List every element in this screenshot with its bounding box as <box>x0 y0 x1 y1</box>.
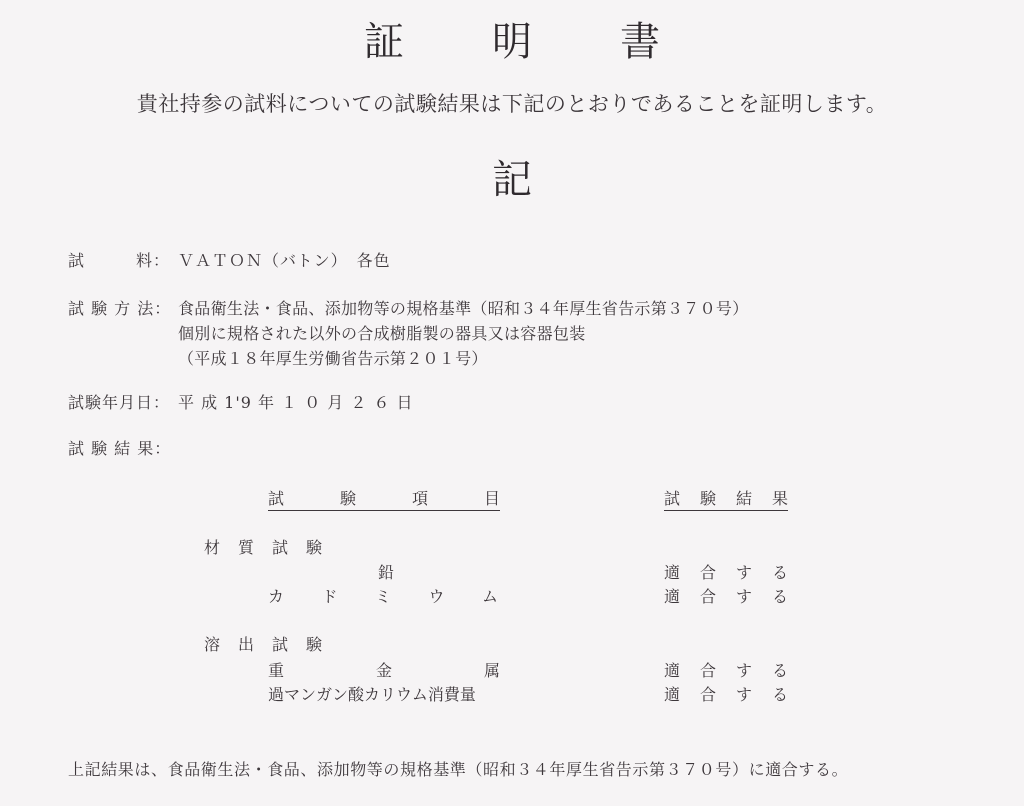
group-material-test: 材 質 試 験 <box>204 538 324 557</box>
method-label: 試 験 方 法： <box>68 299 172 318</box>
result-cadmium: 適 合 す る <box>664 587 788 606</box>
method-line-3: （平成１８年厚生労働省告示第２０１号） <box>178 349 488 368</box>
document-title: 証 明 書 <box>364 19 684 65</box>
sample-label: 試 料： <box>68 251 171 270</box>
certification-statement: 貴社持参の試料についての試験結果は下記のとおりであることを証明します。 <box>136 92 888 116</box>
test-date-value: 平 成 1'9 年 １ ０ 月 ２ ６ 日 <box>178 393 414 412</box>
item-heavy-metals: 重 金 属 <box>268 661 500 680</box>
header-test-item: 試 験 項 目 <box>268 486 500 511</box>
record-heading: 記 <box>492 157 532 203</box>
method-line-2: 個別に規格された以外の合成樹脂製の器具又は容器包装 <box>178 324 586 343</box>
test-results-label: 試 験 結 果： <box>68 439 172 458</box>
result-permanganate-consumption: 適 合 す る <box>664 685 788 704</box>
item-cadmium: カ ド ミ ウ ム <box>268 587 498 606</box>
result-heavy-metals: 適 合 す る <box>664 661 788 680</box>
conclusion-statement: 上記結果は、食品衛生法・食品、添加物等の規格基準（昭和３４年厚生省告示第３７０号）に適合する。 <box>68 760 849 779</box>
test-date-label: 試験年月日： <box>68 393 171 412</box>
result-lead: 適 合 す る <box>664 563 788 582</box>
item-permanganate-consumption: 過マンガン酸カリウム消費量 <box>268 685 476 704</box>
header-test-result: 試 験 結 果 <box>664 486 788 511</box>
item-lead: 鉛 <box>378 563 395 582</box>
group-elution-test: 溶 出 試 験 <box>204 635 324 654</box>
method-line-1: 食品衛生法・食品、添加物等の規格基準（昭和３４年厚生省告示第３７０号） <box>178 299 749 318</box>
sample-value: ＶＡＴＯＮ（バトン） 各色 <box>178 251 391 270</box>
